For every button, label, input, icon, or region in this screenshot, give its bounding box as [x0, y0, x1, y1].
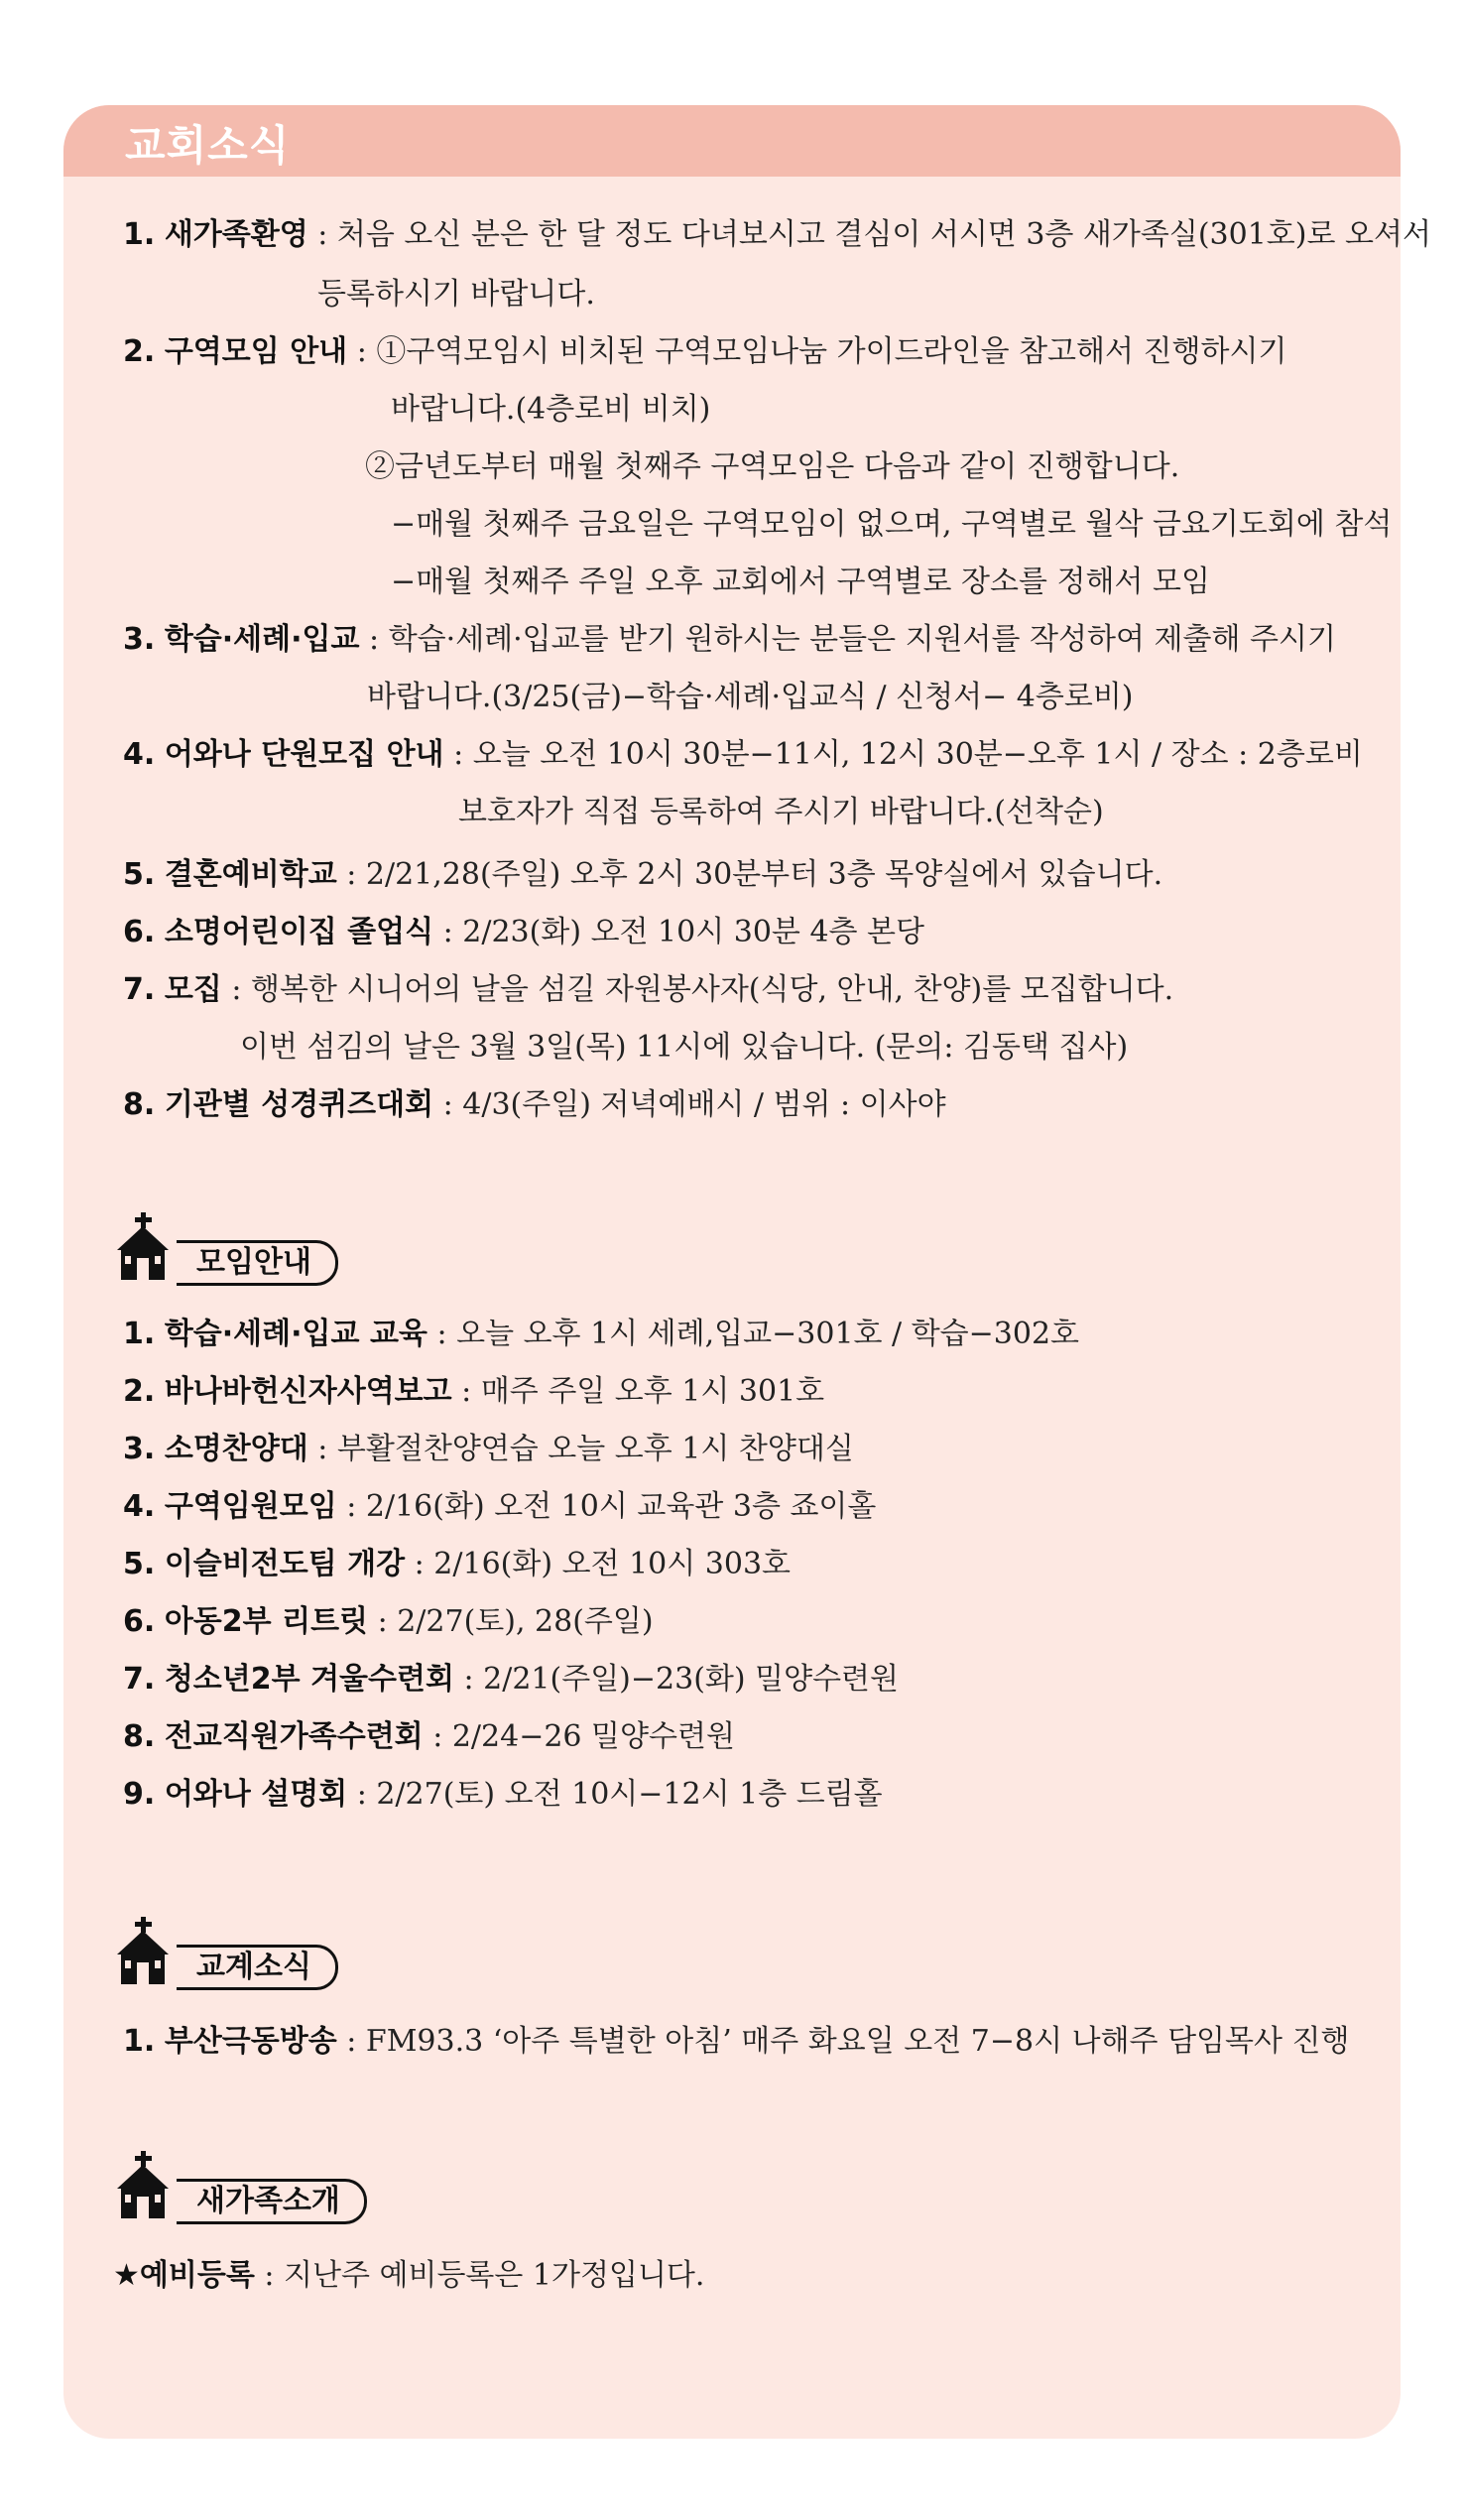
list-item: 4. 구역임원모임 : 2/16(화) 오전 10시 교육관 3층 죠이홀 [123, 1489, 877, 1524]
list-item: 1. 부산극동방송 : FM93.3 ‘아주 특별한 아침’ 매주 화요일 오전 7−8시 나해주 담임목사 진행 [123, 2024, 1350, 2059]
new-family-note: ★예비등록 : 지난주 예비등록은 1가정입니다. [113, 2258, 705, 2293]
list-item-continuation: 이번 섬김의 날은 3월 3일(목) 11시에 있습니다. (문의: 김동택 집사) [240, 1030, 1129, 1065]
list-item: 8. 기관별 성경퀴즈대회 : 4/3(주일) 저녁예배시 / 범위 : 이사야 [123, 1087, 946, 1122]
list-item-continuation: 보호자가 직접 등록하여 주시기 바랍니다.(선착순) [458, 795, 1104, 829]
list-item: 1. 새가족환영 : 처음 오신 분은 한 달 정도 다녀보시고 결심이 서시면 3층 새가족실(301호)로 오셔서 [123, 217, 1431, 252]
list-item: 2. 바나바헌신자사역보고 : 매주 주일 오후 1시 301호 [123, 1374, 825, 1409]
section-title: 새가족소개 [177, 2179, 367, 2224]
list-item: 3. 소명찬양대 : 부활절찬양연습 오늘 오후 1시 찬양대실 [123, 1432, 854, 1466]
list-item: 8. 전교직원가족수련회 : 2/24−26 밀양수련원 [123, 1719, 735, 1754]
list-item: 7. 모집 : 행복한 시니어의 날을 섬길 자원봉사자(식당, 안내, 찬양)를 모집합니다. [123, 972, 1174, 1007]
card-header [63, 105, 1401, 177]
list-item-continuation: −매월 첫째주 주일 오후 교회에서 구역별로 장소를 정해서 모임 [391, 565, 1210, 599]
list-item: 3. 학습·세례·입교 : 학습·세례·입교를 받기 원하시는 분들은 지원서를 작성하여 제출해 주시기 [123, 622, 1336, 657]
list-item: 6. 아동2부 리트릿 : 2/27(토), 28(주일) [123, 1604, 654, 1639]
list-item-continuation: −매월 첫째주 금요일은 구역모임이 없으며, 구역별로 월삭 금요기도회에 참석 [391, 507, 1393, 542]
list-item: 2. 구역모임 안내 : ①구역모임시 비치된 구역모임나눔 가이드라인을 참고해서 진행하시기 [123, 334, 1287, 369]
list-item-continuation: 등록하시기 바랍니다. [317, 277, 595, 312]
list-item: 4. 어와나 단원모집 안내 : 오늘 오전 10시 30분−11시, 12시 30분−오후 1시 / 장소 : 2층로비 [123, 737, 1363, 772]
star-icon: ★ [113, 2258, 140, 2293]
church-icon [115, 2151, 171, 2220]
list-item: 6. 소명어린이집 졸업식 : 2/23(화) 오전 10시 30분 4층 본당 [123, 915, 925, 949]
section-title: 교계소식 [177, 1945, 338, 1990]
list-item: 9. 어와나 설명회 : 2/27(토) 오전 10시−12시 1층 드림홀 [123, 1777, 883, 1812]
church-icon [115, 1212, 171, 1282]
list-item-continuation: 바랍니다.(4층로비 비치) [391, 392, 711, 427]
list-item-continuation: 바랍니다.(3/25(금)−학습·세례·입교식 / 신청서− 4층로비) [367, 680, 1134, 714]
list-item-continuation: ②금년도부터 매월 첫째주 구역모임은 다음과 같이 진행합니다. [365, 449, 1180, 484]
church-icon [115, 1917, 171, 1986]
list-item: 5. 결혼예비학교 : 2/21,28(주일) 오후 2시 30분부터 3층 목양실에서 있습니다. [123, 857, 1163, 892]
card-title: 교회소식 [125, 121, 291, 170]
section-title: 모임안내 [177, 1240, 338, 1286]
list-item: 7. 청소년2부 겨울수련회 : 2/21(주일)−23(화) 밀양수련원 [123, 1662, 900, 1697]
list-item: 5. 이슬비전도팀 개강 : 2/16(화) 오전 10시 303호 [123, 1547, 792, 1581]
list-item: 1. 학습·세례·입교 교육 : 오늘 오후 1시 세례,입교−301호 / 학습−302호 [123, 1317, 1080, 1351]
